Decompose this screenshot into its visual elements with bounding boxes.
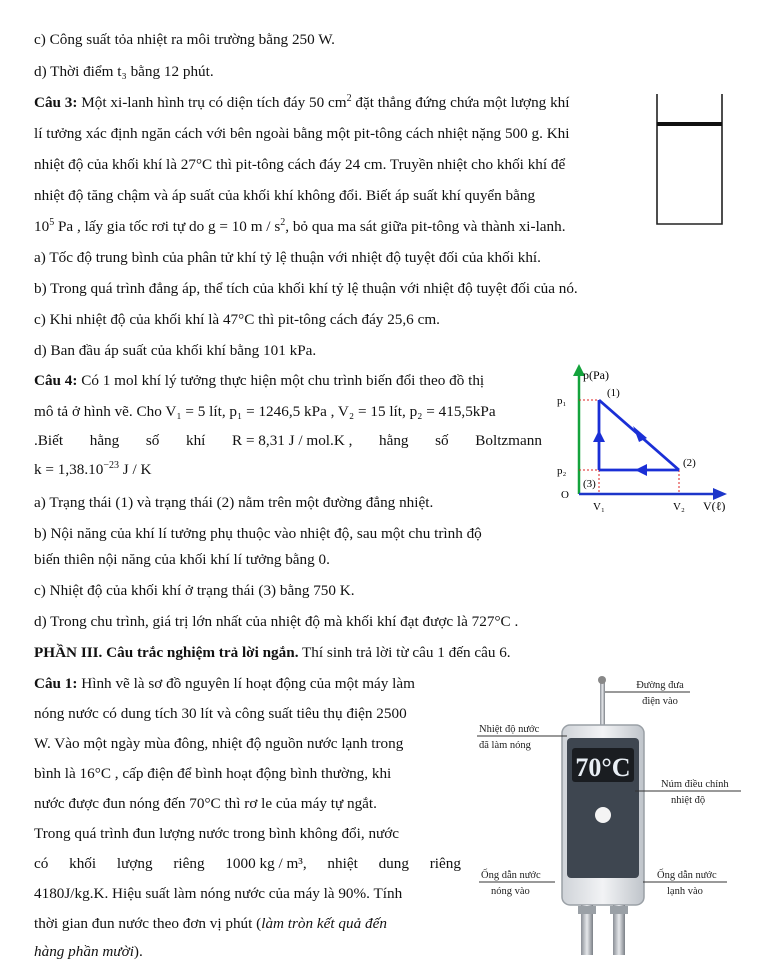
- q3-line-4: nhiệt độ tăng chậm và áp suất của khối khí không đổi. Biết áp suất khí quyển bằng: [34, 187, 536, 204]
- q4-option-b-cont: biến thiên nội năng của khối khí lí tưởng bằng 0.: [34, 551, 330, 568]
- q3-line-3: nhiệt độ của khối khí là 27°C thì pit-tông cách đáy 24 cm. Truyền nhiệt cho khối khí để: [34, 156, 566, 173]
- y-axis-label: p(Pa): [583, 368, 609, 382]
- s1-line-7: [34, 854, 461, 874]
- word: riêng: [173, 855, 205, 872]
- q3-option-b: b) Trong quá trình đẳng áp, thể tích của khối khí tỷ lệ thuận với nhiệt độ tuyệt đối của nó.: [34, 280, 578, 297]
- s1-line-2: nóng nước có dung tích 30 lít và công suất tiêu thụ điện 2500: [34, 705, 407, 722]
- q3-option-a: a) Tốc độ trung bình của phân tử khí tỷ lệ thuận với nhiệt độ tuyệt đối của khối khí.: [34, 249, 541, 266]
- s1-line-4: bình là 16°C , cấp điện để bình hoạt động bình thường, khi: [34, 765, 392, 782]
- word: .Biết: [34, 432, 64, 449]
- q3-option-c: c) Khi nhiệt độ của khối khí là 47°C thì pit-tông cách đáy 25,6 cm.: [34, 311, 440, 328]
- label-wire-1: Đường đưa: [636, 680, 684, 691]
- q4-option-a: a) Trạng thái (1) và trạng thái (2) nằm trên một đường đẳng nhiệt.: [34, 494, 434, 511]
- power-cable: [600, 680, 605, 730]
- q4-line-3: [34, 431, 542, 451]
- origin-label: O: [561, 489, 569, 501]
- word: số: [435, 432, 449, 449]
- q3-line-2: lí tưởng xác định ngăn cách với bên ngoài bằng một pit-tông cách nhiệt nặng 500 g. Khi: [34, 125, 570, 142]
- word: dung: [378, 855, 409, 872]
- label-hot-1: Nhiệt độ nước: [479, 724, 540, 735]
- pv-cycle-chart: [555, 362, 740, 512]
- word: số: [145, 432, 160, 449]
- arrow-up: [593, 430, 605, 442]
- adjust-knob: [595, 807, 611, 823]
- s1-line-6: Trong quá trình đun lượng nước trong bình không đổi, nước: [34, 825, 400, 842]
- word: hằng: [89, 432, 120, 449]
- q4-line-2: mô tả ở hình vẽ. Cho V₁ = 5 lít, p₁ = 1246,5 kPa , V₂ = 15 lít, p₂ = 415,5kPa: [34, 403, 496, 420]
- label-knob-1: Núm điều chỉnh: [661, 779, 729, 790]
- part3-heading: PHẦN III. Câu trắc nghiệm trả lời ngắn. Thí sinh trả lời từ câu 1 đến câu 6.: [34, 644, 511, 661]
- v2-label: V₂: [673, 501, 685, 512]
- s1-line-3: W. Vào một ngày mùa đông, nhiệt độ nguồn nước lạnh trong: [34, 735, 404, 752]
- label-out-1: Ống dẫn nước: [481, 870, 541, 881]
- water-heater-figure: [475, 670, 765, 960]
- line-option-d-prev: d) Thời điểm t₃ bằng 12 phút.: [34, 63, 214, 80]
- label-out-2: nóng vào: [491, 886, 530, 897]
- word: lượng: [116, 855, 153, 872]
- label-in-2: lạnh vào: [667, 886, 703, 897]
- word: R = 8,31 J / mol.K ,: [232, 432, 353, 449]
- cylinder-figure: [655, 94, 725, 226]
- s1-line-1: Câu 1: Hình vẽ là sơ đồ nguyên lí hoạt động của một máy làm: [34, 675, 415, 692]
- s1-line-5: nước được đun nóng đến 70°C thì rơ le của máy tự ngắt.: [34, 795, 377, 812]
- p1-label: p₁: [557, 395, 567, 407]
- q4-option-d: d) Trong chu trình, giá trị lớn nhất của nhiệt độ mà khối khí đạt được là 727°C .: [34, 613, 519, 630]
- word: khí: [185, 432, 206, 449]
- q4-label: Câu 4:: [34, 372, 78, 389]
- s1-line-10: hàng phần mười).: [34, 943, 143, 960]
- s1-label: Câu 1:: [34, 675, 78, 692]
- cylinder-walls: [657, 94, 722, 224]
- q3-option-d: d) Ban đầu áp suất của khối khí bằng 101 kPa.: [34, 342, 317, 359]
- word: 1000 kg / m³,: [225, 855, 307, 872]
- v1-label: V₁: [593, 501, 605, 512]
- q4-line-1: Câu 4: Có 1 mol khí lý tưởng thực hiện một chu trình biến đổi theo đồ thị: [34, 372, 485, 389]
- line-option-c-prev: c) Công suất tỏa nhiệt ra môi trường bằng 250 W.: [34, 31, 335, 48]
- state-2-label: (2): [683, 457, 696, 469]
- state-3-label: (3): [583, 478, 596, 490]
- word: khối: [69, 855, 97, 872]
- q4-option-b: b) Nội năng của khí lí tưởng phụ thuộc vào nhiệt độ, sau một chu trình độ: [34, 525, 482, 542]
- q4-line-4: $k = 1,38.10^{-23}$ J / K: [34, 459, 152, 478]
- state-1-label: (1): [607, 387, 620, 399]
- s1-line-9: thời gian đun nước theo đơn vị phút (làm tròn kết quả đến: [34, 915, 387, 932]
- label-wire-2: điện vào: [642, 696, 678, 707]
- word: có: [34, 855, 49, 872]
- arrow-left: [635, 464, 647, 476]
- label-hot-2: đã làm nóng: [479, 740, 531, 751]
- word: riêng: [429, 855, 461, 872]
- hot-pipe-nut: [578, 906, 596, 914]
- label-knob-2: nhiệt độ: [671, 795, 706, 806]
- cold-pipe-nut: [610, 906, 628, 914]
- q3-line-5: $10^5$ Pa , lấy gia tốc rơi tự do g = 10 m / $s^2$, bỏ qua ma sát giữa pit-tông và thành xi-lanh.: [34, 216, 566, 235]
- word: hằng: [379, 432, 409, 449]
- s1-line-8: 4180J/kg.K. Hiệu suất làm nóng nước của máy là 90%. Tính: [34, 885, 403, 902]
- display-reading: 70°C: [575, 753, 631, 782]
- x-axis-label: V(ℓ): [703, 499, 726, 512]
- p2-label: p₂: [557, 465, 567, 477]
- piston: [657, 122, 722, 126]
- word: nhiệt: [327, 855, 358, 872]
- word: Boltzmann: [475, 432, 542, 449]
- q3-label: Câu 3:: [34, 94, 78, 111]
- cable-end: [598, 676, 606, 684]
- q4-option-c: c) Nhiệt độ của khối khí ở trạng thái (3) bằng 750 K.: [34, 582, 355, 599]
- q3-line-1: Câu 3: Một xi-lanh hình trụ có diện tích đáy 50 $cm^2$ đặt thẳng đứng chứa một lượng khí: [34, 92, 570, 111]
- label-in-1: Ống dẫn nước: [657, 870, 717, 881]
